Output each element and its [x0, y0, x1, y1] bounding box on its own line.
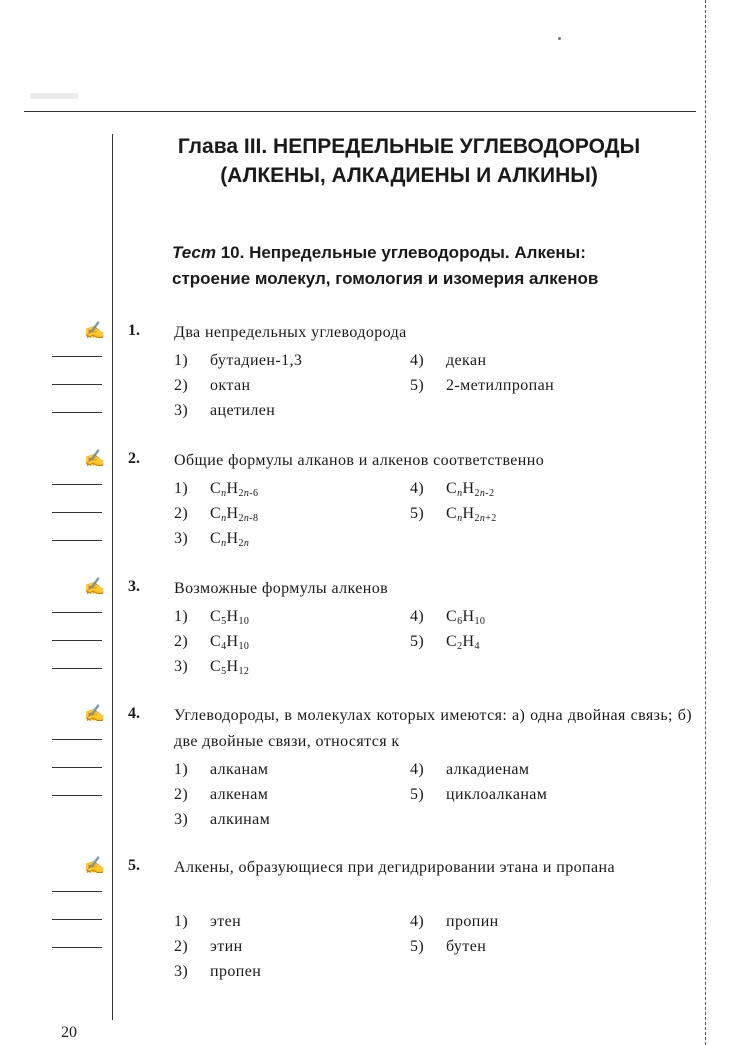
- answer-line[interactable]: [52, 484, 102, 485]
- option-number: 2): [174, 377, 189, 394]
- option-text: $C_6H_{10}$: [446, 608, 486, 627]
- option-number: 5): [410, 786, 425, 803]
- answer-option-5[interactable]: [410, 936, 486, 958]
- option-number: 3): [174, 811, 189, 828]
- answer-option-4[interactable]: [410, 350, 486, 372]
- answer-option-1[interactable]: [174, 606, 249, 628]
- answer-option-2[interactable]: [174, 503, 258, 525]
- answer-option-1[interactable]: [174, 478, 258, 500]
- answer-option-1[interactable]: [174, 759, 268, 781]
- answer-option-5[interactable]: [410, 784, 547, 806]
- question-number: 1.: [128, 322, 140, 339]
- option-text: 2-метилпропан: [446, 377, 555, 394]
- answer-option-3[interactable]: [174, 400, 275, 422]
- answer-option-3[interactable]: [174, 809, 270, 831]
- option-number: 3): [174, 658, 189, 675]
- page-number: 20: [61, 1024, 77, 1041]
- margin-rule: [112, 134, 113, 1020]
- option-text: $C_nH_{2n-8}$: [210, 505, 259, 524]
- question-text: Общие формулы алканов и алкенов соответственно: [174, 452, 545, 469]
- option-number: 2): [174, 938, 189, 955]
- chapter-title-line2: (АЛКЕНЫ, АЛКАДИЕНЫ И АЛКИНЫ): [220, 164, 598, 187]
- answer-option-2[interactable]: [174, 936, 243, 958]
- answer-line[interactable]: [52, 384, 102, 385]
- answer-line[interactable]: [52, 767, 102, 768]
- option-number: 3): [174, 530, 189, 547]
- answer-line[interactable]: [52, 412, 102, 413]
- option-number: 3): [174, 963, 189, 980]
- option-text: бутен: [446, 938, 487, 955]
- pencil-icon: ✍: [84, 704, 106, 723]
- option-number: 2): [174, 786, 189, 803]
- option-number: 5): [410, 938, 425, 955]
- answer-option-3[interactable]: [174, 961, 261, 983]
- answer-option-2[interactable]: [174, 375, 250, 397]
- answer-option-3[interactable]: [174, 656, 249, 678]
- option-text: $C_5H_{12}$: [210, 658, 250, 677]
- answer-option-1[interactable]: [174, 911, 241, 933]
- chapter-title: [113, 132, 705, 190]
- question-text: Возможные формулы алкенов: [174, 580, 389, 597]
- option-text: $C_nH_{2n+2}$: [446, 505, 497, 524]
- answer-option-5[interactable]: [410, 503, 497, 525]
- print-dot: [558, 37, 561, 40]
- faint-mark: [30, 93, 78, 99]
- option-text: алкенам: [210, 786, 269, 803]
- option-number: 4): [410, 352, 425, 369]
- option-text: пропен: [210, 963, 262, 980]
- answer-line[interactable]: [52, 739, 102, 740]
- question-number: 2.: [128, 450, 140, 467]
- option-number: 5): [410, 505, 425, 522]
- answer-option-3[interactable]: [174, 528, 249, 550]
- option-text: октан: [210, 377, 251, 394]
- option-number: 1): [174, 480, 189, 497]
- option-text: декан: [446, 352, 487, 369]
- option-number: 4): [410, 608, 425, 625]
- question-number: 4.: [128, 705, 140, 722]
- option-text: циклоалканам: [446, 786, 548, 803]
- pencil-icon: ✍: [84, 449, 106, 468]
- answer-option-1[interactable]: [174, 350, 302, 372]
- option-text: $C_2H_4$: [446, 633, 480, 652]
- option-number: 4): [410, 480, 425, 497]
- option-text: пропин: [446, 913, 499, 930]
- test-number-title: 10. Непредельные углеводороды. Алкены:: [215, 243, 586, 262]
- answer-line[interactable]: [52, 612, 102, 613]
- option-text: этен: [210, 913, 242, 930]
- answer-option-2[interactable]: [174, 784, 268, 806]
- option-text: $C_nH_{2n}$: [210, 530, 250, 549]
- top-rule: [24, 111, 696, 112]
- question-number: 3.: [128, 578, 140, 595]
- test-label: Тест: [172, 243, 216, 262]
- answer-line[interactable]: [52, 891, 102, 892]
- answer-option-4[interactable]: [410, 606, 485, 628]
- question-text: Алкены, образующиеся при дегидрировании этана и пропана: [174, 859, 615, 876]
- option-number: 1): [174, 913, 189, 930]
- question-number: 5.: [128, 857, 140, 874]
- pencil-icon: ✍: [84, 577, 106, 596]
- answer-line[interactable]: [52, 947, 102, 948]
- option-text: $C_nH_{2n-6}$: [210, 480, 259, 499]
- option-number: 1): [174, 608, 189, 625]
- option-text: этин: [210, 938, 243, 955]
- option-number: 5): [410, 377, 425, 394]
- option-text: ацетилен: [210, 402, 276, 419]
- answer-line[interactable]: [52, 919, 102, 920]
- answer-line[interactable]: [52, 540, 102, 541]
- chapter-title-line1: Глава III. НЕПРЕДЕЛЬНЫЕ УГЛЕВОДОРОДЫ: [177, 135, 641, 158]
- answer-option-4[interactable]: [410, 759, 529, 781]
- answer-option-4[interactable]: [410, 478, 494, 500]
- pencil-icon: ✍: [84, 856, 106, 875]
- option-number: 1): [174, 352, 189, 369]
- option-text: $C_5H_{10}$: [210, 608, 250, 627]
- cut-line: [705, 0, 706, 1045]
- answer-line[interactable]: [52, 795, 102, 796]
- option-text: алканам: [210, 761, 269, 778]
- answer-line[interactable]: [52, 356, 102, 357]
- option-number: 2): [174, 633, 189, 650]
- option-text: $C_nH_{2n-2}$: [446, 480, 495, 499]
- option-number: 1): [174, 761, 189, 778]
- option-number: 5): [410, 633, 425, 650]
- answer-option-2[interactable]: [174, 631, 249, 653]
- test-title: [172, 240, 598, 292]
- question-text: Два непредельных углеводорода: [174, 324, 407, 341]
- option-text: бутадиен-1,3: [210, 352, 303, 369]
- option-number: 4): [410, 761, 425, 778]
- answer-option-5[interactable]: [410, 375, 554, 397]
- answer-line[interactable]: [52, 640, 102, 641]
- option-number: 3): [174, 402, 189, 419]
- pencil-icon: ✍: [84, 321, 106, 340]
- answer-option-4[interactable]: [410, 911, 499, 933]
- answer-option-5[interactable]: [410, 631, 480, 653]
- option-text: алкадиенам: [446, 761, 530, 778]
- question-text: Углеводороды, в молекулах которых имеются: а) одна двойная связь; б) две двойные связи, относятся к: [174, 707, 692, 750]
- option-number: 4): [410, 913, 425, 930]
- answer-line[interactable]: [52, 512, 102, 513]
- test-title-line2: строение молекул, гомология и изомерия алкенов: [172, 269, 599, 288]
- option-number: 2): [174, 505, 189, 522]
- answer-line[interactable]: [52, 668, 102, 669]
- option-text: $C_4H_{10}$: [210, 633, 250, 652]
- option-text: алкинам: [210, 811, 271, 828]
